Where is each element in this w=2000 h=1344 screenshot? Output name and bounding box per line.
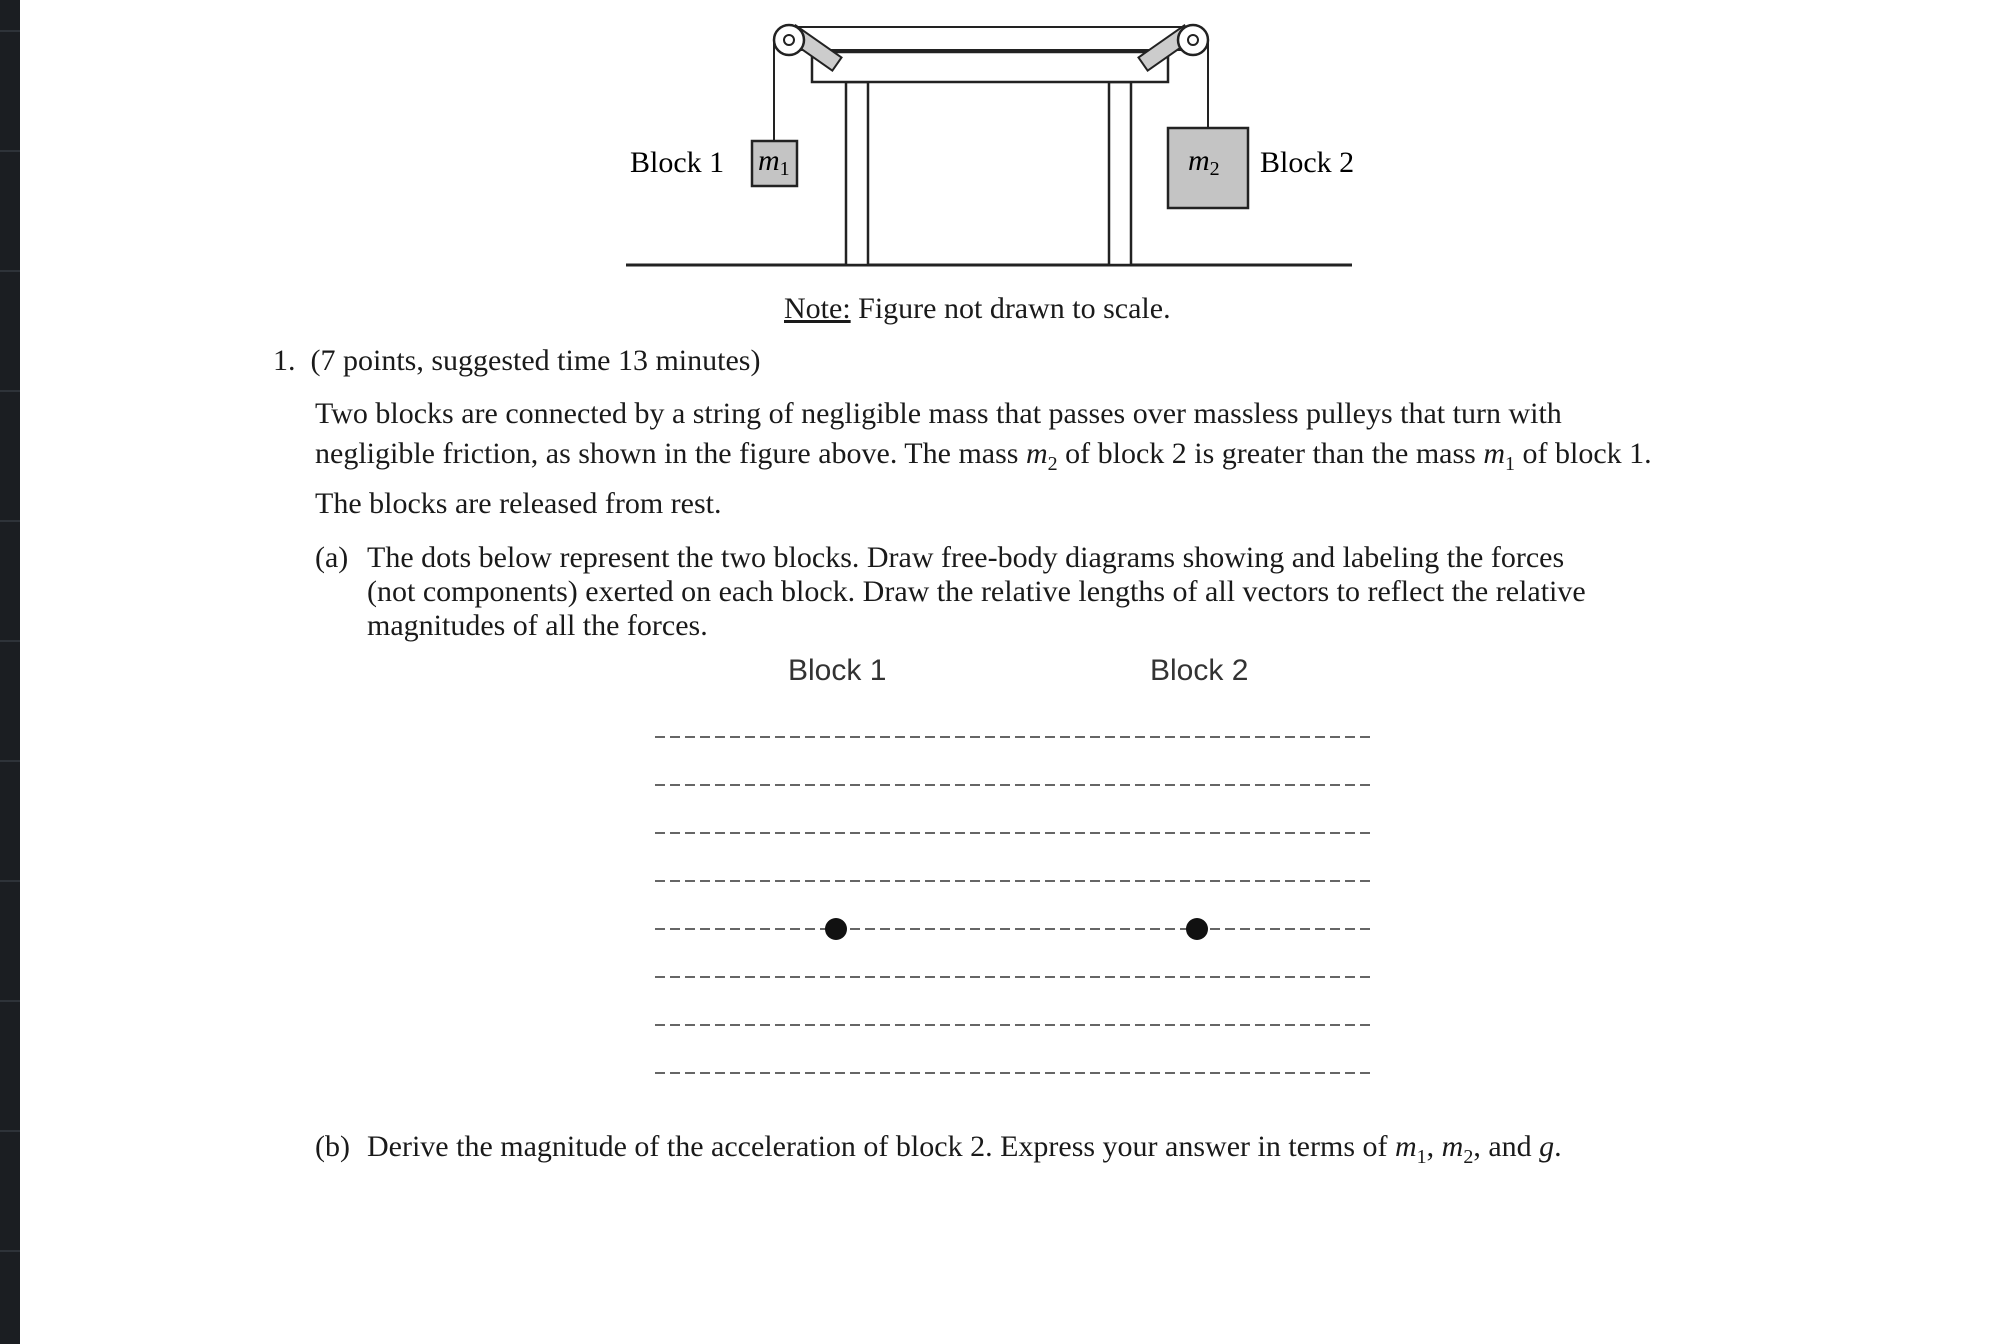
figure-note: Note: Figure not drawn to scale.	[784, 292, 1171, 325]
block2-dot	[1186, 918, 1208, 940]
block2-label: Block 2	[1260, 146, 1355, 179]
part-b-label: (b)	[315, 1130, 350, 1163]
part-a-label: (a)	[315, 541, 349, 574]
table-leg-left	[846, 82, 868, 265]
part-a-text: The dots below represent the two blocks. Draw free-body diagrams showing and labeling the forces (not components) exerted on each block. Draw the relative lengths of all vectors to reflect the relative magnitudes of all the forces.	[367, 541, 1586, 642]
m1-inline: $m_1$	[1483, 437, 1516, 475]
free-body-diagram-area[interactable]	[640, 720, 1380, 1120]
m2-inline: $m_2$	[1025, 437, 1058, 475]
m1-label: m1	[758, 144, 790, 180]
block1-dot	[825, 918, 847, 940]
question-intro: Two blocks are connected by a string of negligible mass that passes over massless pulleys that turn with negligible friction, as shown in the figure above. The mass $m_2$ of block 2 is greater than the mass $m_1$ of block 1. The blocks are released from rest.	[315, 397, 1652, 520]
pulley-figure	[0, 0, 2000, 300]
question-header: 1. (7 points, suggested time 13 minutes)	[273, 344, 761, 377]
table-top	[812, 52, 1168, 82]
fbd-block1-header: Block 1	[788, 654, 887, 687]
table-leg-right	[1109, 82, 1131, 265]
part-b-text: Derive the magnitude of the acceleration of block 2. Express your answer in terms of $m_1$, $m_2$, and g.	[367, 1130, 1562, 1168]
fbd-block2-header: Block 2	[1150, 654, 1249, 687]
block1-label: Block 1	[630, 146, 725, 179]
m2-label: m2	[1188, 144, 1220, 180]
